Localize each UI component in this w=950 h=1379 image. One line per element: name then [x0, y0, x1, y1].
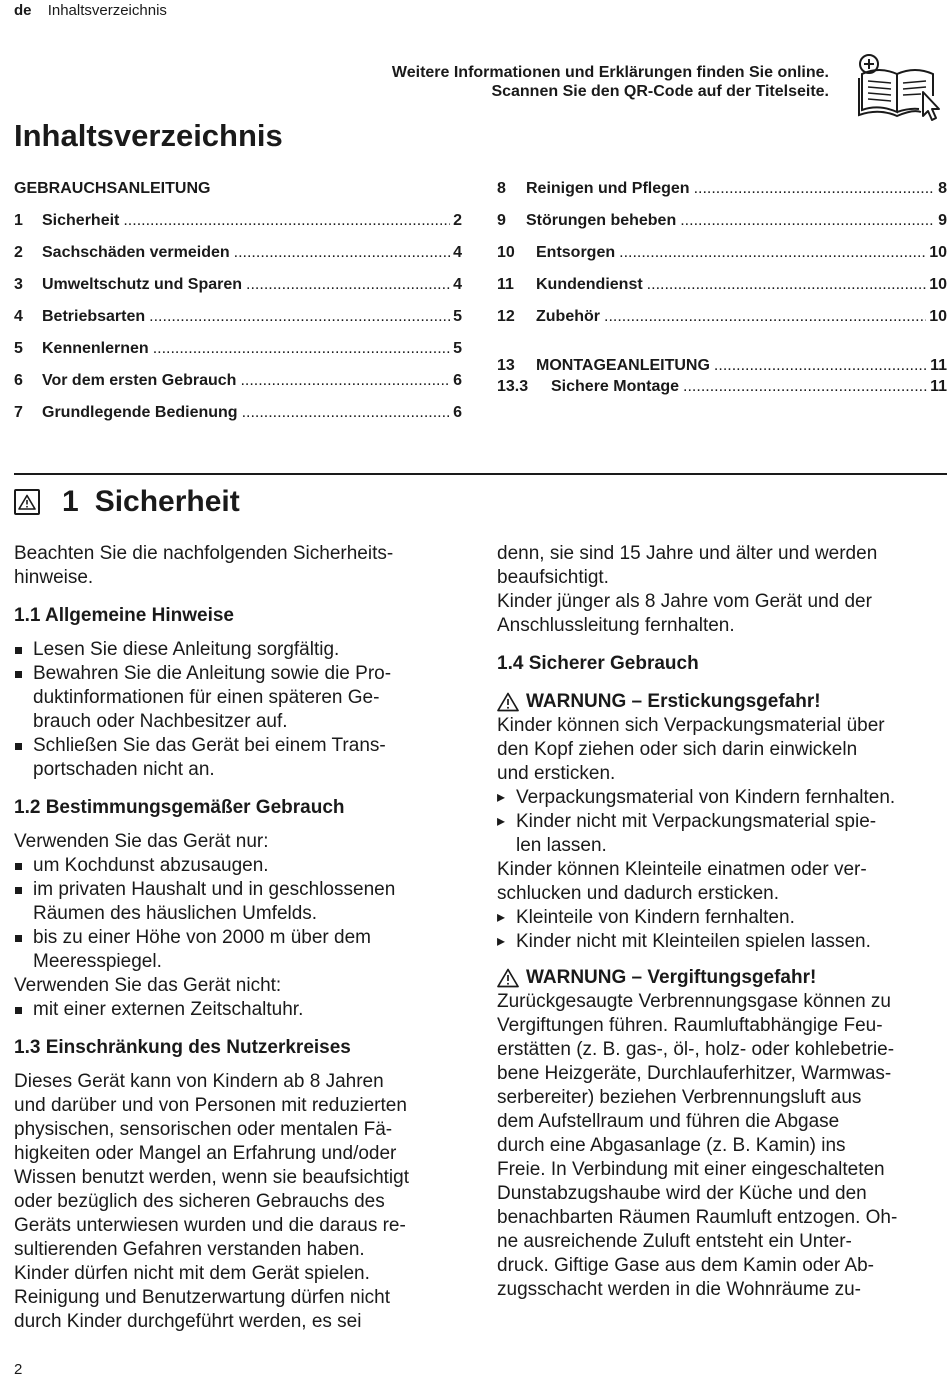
toc-entry-title: Vor dem ersten Gebrauch — [42, 372, 237, 389]
toc-entry-page: 11 — [930, 378, 947, 395]
toc-entry-page: 5 — [453, 340, 462, 357]
warning-triangle-icon — [497, 692, 519, 712]
online-info-note — [392, 63, 829, 101]
language-code: de — [14, 2, 32, 19]
text-line: hinweise. — [14, 567, 94, 588]
toc-entry-title: Sichere Montage — [551, 378, 680, 395]
toc-entry[interactable] — [497, 212, 947, 230]
toc-entry-title: Betriebsarten — [42, 308, 146, 325]
toc-entry-title: Störungen beheben — [526, 212, 677, 229]
toc-entry-title: Umweltschutz und Sparen — [42, 276, 243, 293]
body-column-left — [14, 542, 474, 1334]
toc-leader-dots — [153, 340, 450, 358]
intro-paragraph — [14, 542, 474, 590]
toc-leader-dots — [680, 212, 935, 230]
section-heading — [14, 485, 240, 519]
toc-entry[interactable] — [14, 212, 462, 230]
warning-heading: WARNUNG – Erstickungsgefahr! — [497, 690, 949, 714]
toc-entry-page: 10 — [929, 308, 947, 325]
toc-entry-page: 2 — [453, 212, 462, 229]
toc-left-column — [14, 180, 462, 420]
toc-entry-page: 11 — [930, 357, 947, 374]
toc-entry[interactable] — [14, 308, 462, 326]
page-number: 2 — [14, 1361, 23, 1378]
not-intended-use-list — [14, 998, 474, 1022]
toc-entry[interactable] — [497, 378, 947, 396]
toc-right-column — [497, 180, 947, 400]
action-steps — [497, 786, 949, 858]
toc-entry-title: Kennenlernen — [42, 340, 149, 357]
toc-entry-title: Entsorgen — [536, 244, 616, 261]
online-info-line: Weitere Informationen und Erklärungen finden Sie online. — [391, 64, 829, 81]
toc-leader-dots — [149, 308, 450, 326]
warning-text: Kinder können Kleinteile einatmen oder ver- schlucken und dadurch ersticken. — [497, 859, 867, 904]
subsection-title: 1.1 Allgemeine Hinweise — [14, 605, 234, 626]
toc-entry-page: 5 — [453, 308, 462, 325]
list-item: Schließen Sie das Gerät bei einem Trans- portschaden nicht an. — [14, 734, 474, 782]
toc-leader-dots — [683, 378, 927, 396]
toc-entry-title: Reinigen und Pflegen — [526, 180, 690, 197]
toc-entry[interactable] — [497, 244, 947, 262]
toc-entry-page: 10 — [929, 244, 947, 261]
toc-entry[interactable] — [14, 372, 462, 390]
toc-leader-dots — [246, 276, 450, 294]
toc-entry[interactable] — [497, 308, 947, 326]
text-line: Verwenden Sie das Gerät nicht: — [14, 975, 282, 996]
section-number: 1 — [62, 485, 79, 518]
intended-use-list — [14, 854, 474, 974]
toc-leader-dots — [242, 404, 451, 422]
subsection-title: 1.3 Einschränkung des Nutzerkreises — [14, 1037, 351, 1058]
user-restriction-continued: denn, sie sind 15 Jahre und älter und werden beaufsichtigt. Kinder jünger als 8 Jahre vom Gerät und der Anschlussleitung fernhalten. — [497, 543, 878, 636]
text-line: Beachten Sie die nachfolgenden Sicherheits- — [14, 543, 394, 564]
toc-entry-title: Grundlegende Bedienung — [42, 404, 238, 421]
subsection-title: 1.2 Bestimmungsgemäßer Gebrauch — [14, 797, 345, 818]
general-notes-list — [14, 638, 474, 782]
toc-entry-number: 3 — [14, 276, 23, 293]
user-restriction-paragraph: Dieses Gerät kann von Kindern ab 8 Jahren und darüber und von Personen mit reduzierten physischen, sensorischen oder mentalen Fä- higkeiten oder Mangel an Erfahrung und/oder Wissen benutzt werden, wenn sie beaufsichtigt oder bezüglich des sicheren Gebrauchs des Geräts unterwiesen wurden und die daraus re- sultierenden Gefahren verstanden haben. Kinder dürfen nicht mit dem Gerät spielen. Reinigung und Benutzerwartung dürfen nicht durch Kinder durchgeführt werden, es sei — [14, 1071, 409, 1332]
list-item: mit einer externen Zeitschaltuhr. — [14, 998, 474, 1022]
toc-entry[interactable] — [497, 276, 947, 294]
toc-entry-title: Sachschäden vermeiden — [42, 244, 230, 261]
text-line: Verwenden Sie das Gerät nur: — [14, 831, 269, 852]
list-item: im privaten Haushalt und in geschlossenen Räumen des häuslichen Umfelds. — [14, 878, 474, 926]
toc-leader-dots — [694, 180, 936, 198]
toc-entry-number: 11 — [497, 276, 514, 293]
toc-entry-title: MONTAGEANLEITUNG — [536, 357, 710, 374]
toc-entry-page: 4 — [453, 276, 462, 293]
warning-heading: WARNUNG – Vergiftungsgefahr! — [497, 966, 949, 990]
toc-entry[interactable] — [14, 404, 462, 422]
toc-leader-dots — [647, 276, 927, 294]
open-book-icon — [857, 52, 943, 122]
online-info-line: Scannen Sie den QR-Code auf der Titelseite. — [491, 83, 829, 100]
warning-icon — [14, 489, 40, 515]
action-step: ▸ Kinder nicht mit Verpackungsmaterial spie- len lassen. — [497, 810, 949, 858]
toc-entry-page: 10 — [929, 276, 947, 293]
toc-title: Inhaltsverzeichnis — [14, 118, 283, 153]
action-step: ▸ Kleinteile von Kindern fernhalten. — [497, 906, 949, 930]
toc-entry-number: 9 — [497, 212, 506, 229]
action-steps — [497, 906, 949, 954]
warning-text: Zurückgesaugte Verbrennungsgase können zu Vergiftungen führen. Raumluftabhängige Feu- erstätten (z. B. gas-, öl-, holz- oder kohlebetrie- bene Heizgeräte, Durchlauferhitzer, Warmwas- serbereiter) beziehen Verbrennungsluft aus dem Aufstellraum und führen die Abgase durch eine Abgasanlage (z. B. Kamin) ins Freie. In Verbindung mit einer eingeschalteten Dunstabzugshaube wird der Küche und den benachbarten Räumen Raumluft entzogen. Oh- ne ausreichende Zuluft entsteht ein Unter- druck. Giftige Gase aus dem Kamin oder Ab- zugsschacht werden in die Wohnräume zu- — [497, 991, 898, 1300]
toc-leader-dots — [714, 357, 927, 375]
body-column-right — [497, 542, 949, 1302]
subsection-title: 1.4 Sicherer Gebrauch — [497, 653, 699, 674]
toc-entry-page: 8 — [938, 180, 947, 197]
toc-entry[interactable] — [14, 276, 462, 294]
toc-entry-number: 7 — [14, 404, 23, 421]
section-divider — [14, 473, 947, 475]
toc-leader-dots — [619, 244, 926, 262]
toc-entry-number: 4 — [14, 308, 23, 325]
toc-entry-number: 13 — [497, 357, 515, 374]
toc-entry-page: 6 — [453, 404, 462, 421]
toc-leader-dots — [123, 212, 450, 230]
toc-entry-title: Kundendienst — [536, 276, 643, 293]
list-item: um Kochdunst abzusaugen. — [14, 854, 474, 878]
warning-triangle-icon — [497, 968, 519, 988]
toc-entry[interactable] — [14, 244, 462, 262]
toc-entry-page: 9 — [938, 212, 947, 229]
list-item: Lesen Sie diese Anleitung sorgfältig. — [14, 638, 474, 662]
toc-entry-number: 1 — [14, 212, 23, 229]
toc-entry-number: 12 — [497, 308, 515, 325]
running-header — [14, 2, 167, 19]
toc-entry-number: 10 — [497, 244, 515, 261]
toc-entry-page: 6 — [453, 372, 462, 389]
warning-text: Kinder können sich Verpackungsmaterial über den Kopf ziehen oder sich darin einwickeln und ersticken. — [497, 715, 885, 784]
toc-entry[interactable] — [14, 340, 462, 358]
toc-entry-number: 5 — [14, 340, 23, 357]
toc-entry-number: 6 — [14, 372, 23, 389]
section-title: Sicherheit — [94, 485, 240, 518]
action-step: ▸ Kinder nicht mit Kleinteilen spielen lassen. — [497, 930, 949, 954]
list-item: bis zu einer Höhe von 2000 m über dem Meeresspiegel. — [14, 926, 474, 974]
toc-leader-dots — [234, 244, 450, 262]
toc-entry-page: 4 — [453, 244, 462, 261]
toc-leader-dots — [604, 308, 926, 326]
toc-entry-title: Zubehör — [536, 308, 600, 325]
toc-group-label: GEBRAUCHSANLEITUNG — [14, 180, 211, 197]
toc-entry-number: 8 — [497, 180, 506, 197]
toc-entry[interactable] — [497, 357, 947, 375]
toc-leader-dots — [240, 372, 450, 390]
toc-entry[interactable] — [497, 180, 947, 198]
toc-entry-number: 13.3 — [497, 378, 529, 395]
toc-entry-title: Sicherheit — [42, 212, 120, 229]
toc-entry-number: 2 — [14, 244, 23, 261]
running-header-title: Inhaltsverzeichnis — [47, 2, 167, 19]
action-step: ▸ Verpackungsmaterial von Kindern fernhalten. — [497, 786, 949, 810]
list-item: Bewahren Sie die Anleitung sowie die Pro- duktinformationen für einen späteren Ge- brauch oder Nachbesitzer auf. — [14, 662, 474, 734]
